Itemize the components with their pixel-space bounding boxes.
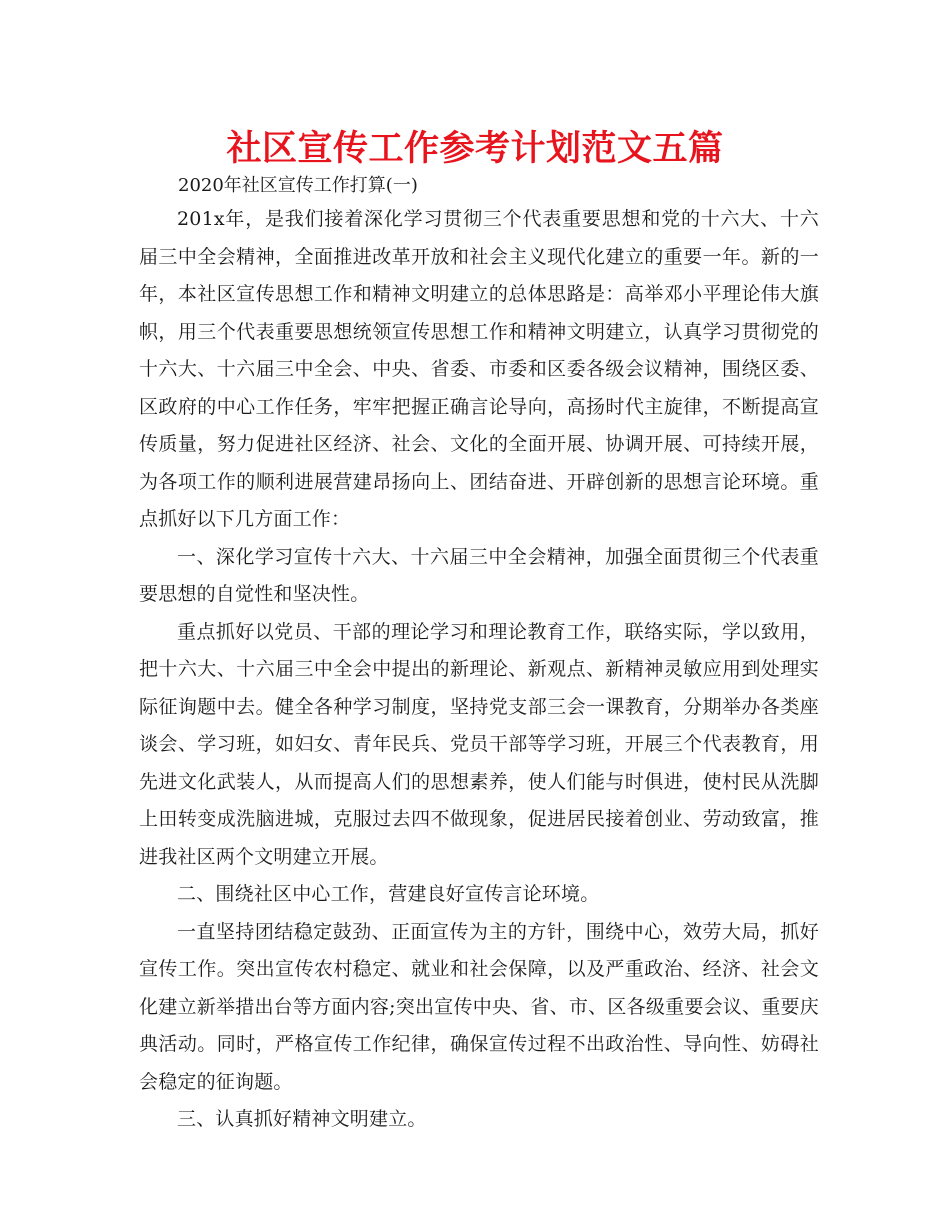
document-subtitle: 2020年社区宣传工作打算(一) — [178, 175, 418, 196]
section-heading-2: 二、围绕社区中心工作，营建良好宣传言论环境。 — [177, 883, 600, 905]
paragraph-section-2: 一直坚持团结稳定鼓劲、正面宣传为主的方针，围绕中心，效劳大局，抓好宣传工作。突出宣传农村稳定、就业和社会保障，以及严重政治、经济、社会文化建立新举措出台等方面内容;突出宣传中央、省、市、区各级重要会议、重要庆典活动。同时，严格宣传工作纪律，确保宣传过程不出政治性、导向性、妨碍社会稳定的征询题。 — [139, 920, 819, 1093]
paragraph-section-1: 重点抓好以党员、干部的理论学习和理论教育工作，联络实际，学以致用，把十六大、十六届三中全会中提出的新理论、新观点、新精神灵敏应用到处理实际征询题中去。健全各种学习制度，坚持党支部三会一课教育，分期举办各类座谈会、学习班，如妇女、青年民兵、党员干部等学习班，开展三个代表教育，用先进文化武装人，从而提高人们的思想素养，使人们能与时俱进，使村民从洗脚上田转变成洗脑进城，克服过去四不做现象，促进居民接着创业、劳动致富，推进我社区两个文明建立开展。 — [139, 620, 819, 868]
section-heading-1: 一、深化学习宣传十六大、十六届三中全会精神，加强全面贯彻三个代表重要思想的自觉性和坚决性。 — [139, 545, 819, 605]
section-heading-3: 三、认真抓好精神文明建立。 — [177, 1108, 427, 1130]
document-body — [139, 201, 819, 1139]
document-title: 社区宣传工作参考计划范文五篇 — [226, 129, 724, 169]
paragraph-intro: 201x年，是我们接着深化学习贯彻三个代表重要思想和党的十六大、十六届三中全会精神，全面推进改革开放和社会主义现代化建立的重要一年。新的一年，本社区宣传思想工作和精神文明建立的总体思路是：高举邓小平理论伟大旗帜，用三个代表重要思想统领宣传思想工作和精神文明建立，认真学习贯彻党的十六大、十六届三中全会、中央、省委、市委和区委各级会议精神，围绕区委、区政府的中心工作任务，牢牢把握正确言论导向，高扬时代主旋律，不断提高宣传质量，努力促进社区经济、社会、文化的全面开展、协调开展、可持续开展，为各项工作的顺利进展营建昂扬向上、团结奋进、开辟创新的思想言论环境。重点抓好以下几方面工作： — [139, 208, 819, 530]
